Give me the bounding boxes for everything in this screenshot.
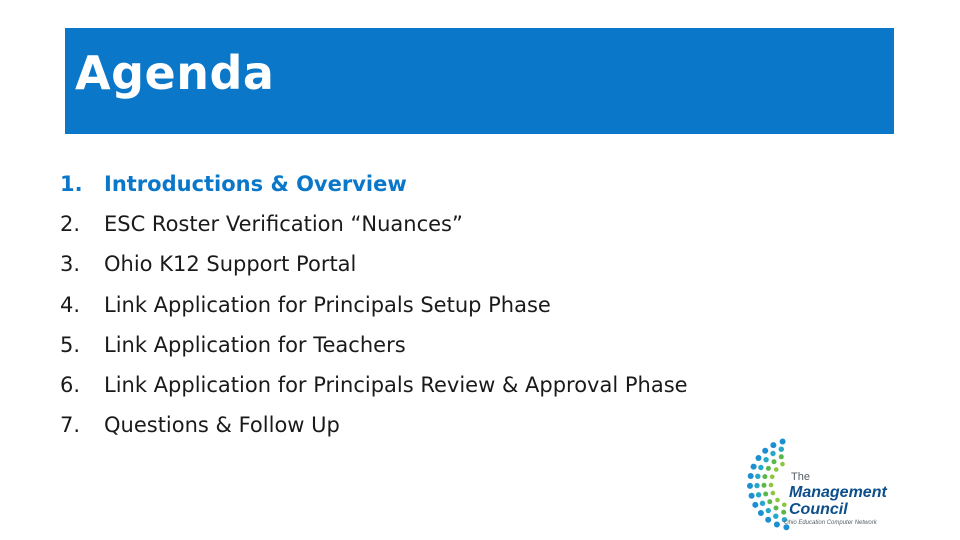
- agenda-item: [60, 405, 688, 445]
- logo-dot: [780, 462, 785, 467]
- logo-dot: [763, 457, 768, 462]
- logo-dot: [756, 492, 761, 497]
- logo-dot: [756, 455, 762, 461]
- logo-dot: [774, 506, 779, 511]
- logo-dot: [765, 517, 771, 523]
- agenda-item-text: ESC Roster Verification “Nuances”: [104, 212, 463, 237]
- logo-dot: [762, 448, 768, 454]
- logo-dot: [770, 451, 775, 456]
- logo-dot: [766, 466, 771, 471]
- agenda-item: [60, 244, 688, 284]
- logo-dot: [766, 508, 771, 513]
- logo-the-text: The: [791, 471, 810, 483]
- agenda-item-text: Ohio K12 Support Portal: [104, 252, 357, 277]
- logo-dot: [747, 483, 753, 489]
- logo-dot: [779, 454, 784, 459]
- agenda-item: [60, 325, 688, 365]
- logo-dot: [782, 503, 787, 508]
- logo-dot: [762, 483, 767, 488]
- logo-dot: [767, 499, 772, 504]
- logo-dot: [770, 475, 775, 480]
- agenda-item-text: Link Application for Principals Review & Approval Phase: [104, 373, 688, 398]
- agenda-item-number: 3.: [60, 252, 81, 277]
- agenda-item: [60, 365, 688, 405]
- logo-name-line1: Management: [789, 484, 887, 501]
- logo-dot: [780, 439, 786, 445]
- title-bar: [65, 28, 894, 134]
- logo-dot: [763, 492, 768, 497]
- logo-tagline: Ohio Education Computer Network: [784, 520, 877, 526]
- agenda-list: [60, 164, 688, 445]
- management-council-logo: [742, 436, 902, 532]
- agenda-item-text: Introductions & Overview: [104, 172, 407, 197]
- logo-dot: [781, 510, 786, 515]
- logo-dot: [751, 464, 757, 470]
- logo-dot: [754, 483, 759, 488]
- logo-dot: [775, 498, 780, 503]
- agenda-item: [60, 285, 688, 325]
- agenda-item: [60, 204, 688, 244]
- agenda-item-number: 7.: [60, 413, 81, 438]
- agenda-item-text: Link Application for Teachers: [104, 332, 406, 357]
- agenda-item-text: Link Application for Principals Setup Phase: [104, 292, 551, 317]
- logo-name-line2: Council: [789, 501, 848, 518]
- logo-dot: [749, 493, 755, 499]
- logo-dot: [752, 502, 758, 508]
- logo-dot: [774, 467, 779, 472]
- logo-dot: [771, 491, 776, 496]
- agenda-item: [60, 164, 688, 204]
- logo-dot: [760, 501, 765, 506]
- logo-dot: [762, 474, 767, 479]
- logo-dot: [755, 474, 760, 479]
- agenda-item-number: 5.: [60, 332, 81, 357]
- logo-dot: [770, 442, 776, 448]
- logo-dot: [758, 465, 763, 470]
- agenda-item-number: 1.: [60, 172, 83, 197]
- agenda-item-number: 4.: [60, 292, 81, 317]
- logo-dot: [774, 522, 780, 528]
- agenda-item-text: Questions & Follow Up: [104, 413, 340, 438]
- logo-dot: [758, 510, 764, 516]
- agenda-item-number: 2.: [60, 212, 81, 237]
- logo-dot: [748, 473, 754, 479]
- logo-dot: [769, 483, 774, 488]
- logo-dot: [772, 459, 777, 464]
- slide-title: Agenda: [75, 46, 275, 100]
- logo-dot: [773, 514, 778, 519]
- agenda-item-number: 6.: [60, 373, 81, 398]
- logo-dot: [779, 447, 784, 452]
